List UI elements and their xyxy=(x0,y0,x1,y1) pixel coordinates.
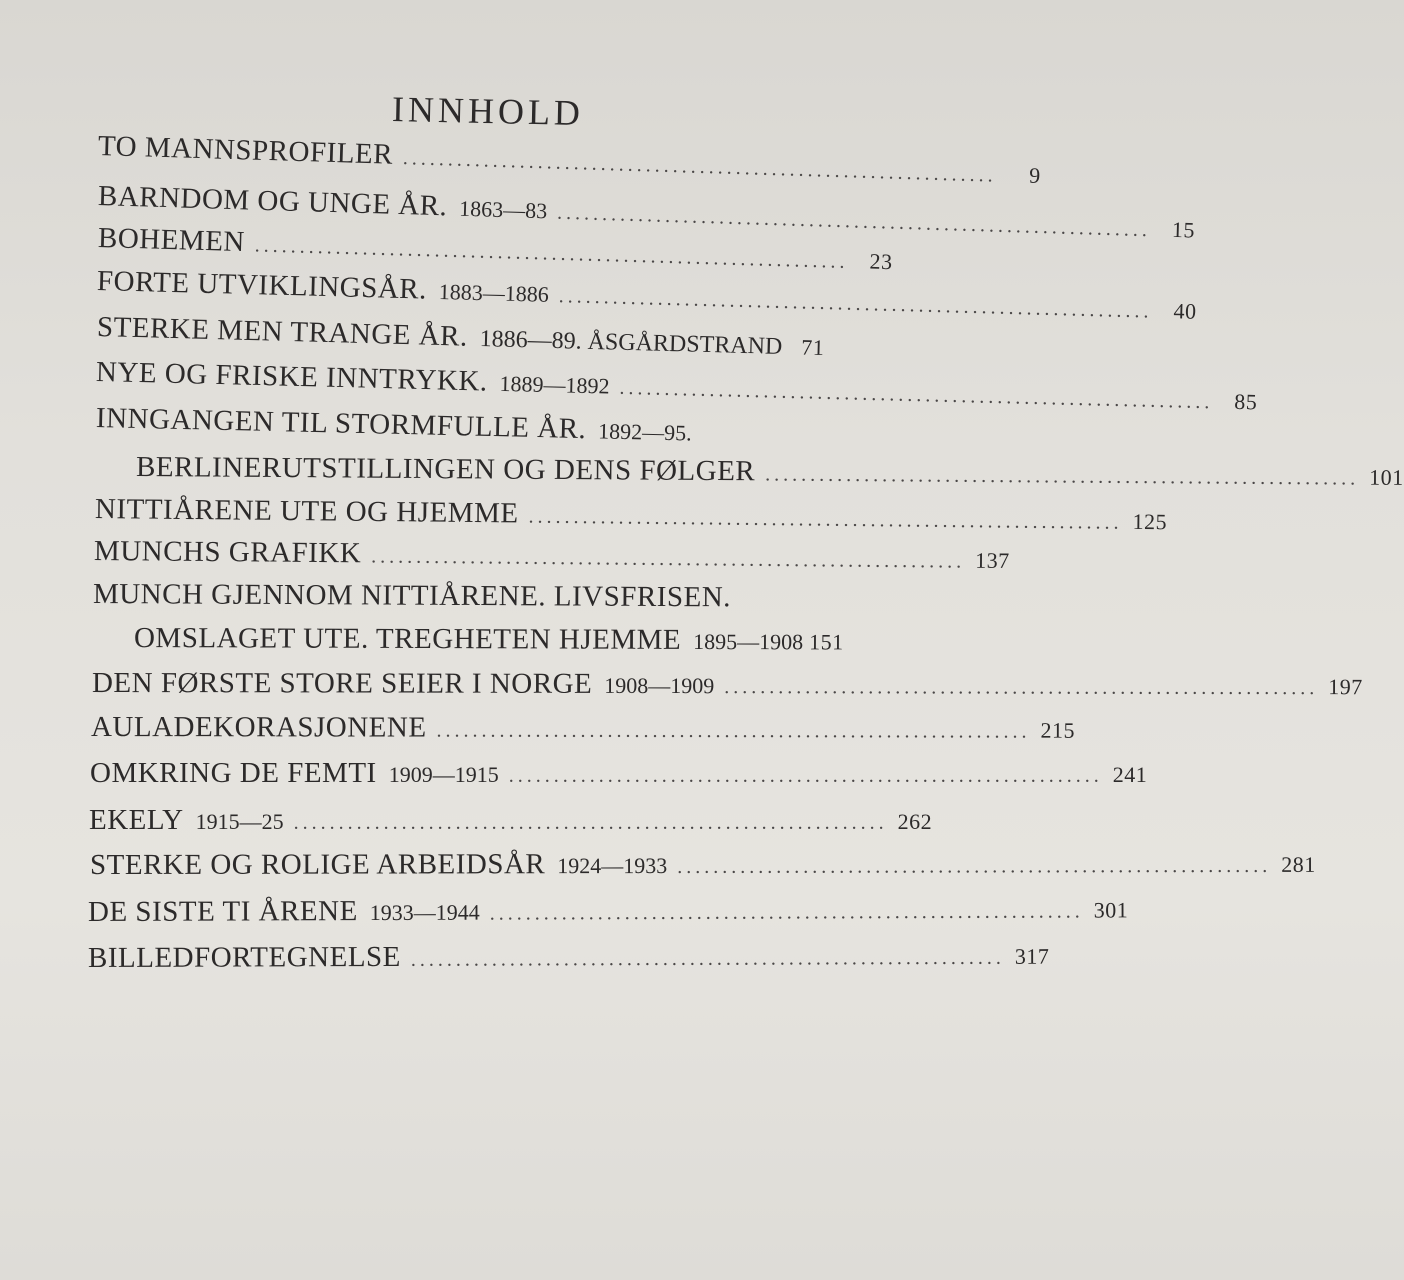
entry-years: 1933—1944 xyxy=(369,899,480,926)
entry-years: 1924—1933 xyxy=(557,852,668,879)
dot-leader: .................................................................. xyxy=(254,234,849,273)
entry-page: 40 xyxy=(1173,298,1197,324)
entry-years: 1908—1909 xyxy=(604,672,715,699)
entry-title: BILLEDFORTEGNELSE xyxy=(87,940,401,974)
entry-page: 71 xyxy=(800,334,825,361)
entry-page: 137 xyxy=(975,547,1010,573)
toc-entry-to-mannsprofiler xyxy=(97,130,1042,188)
page-title: INNHOLD xyxy=(391,89,585,134)
entry-page: 101 xyxy=(1369,464,1404,490)
entry-page: 317 xyxy=(1014,943,1050,969)
dot-leader: .................................................................. xyxy=(402,147,997,187)
entry-title: BOHEMEN xyxy=(97,222,246,259)
dot-leader: .................................................................. xyxy=(619,376,1214,414)
entry-page: 85 xyxy=(1234,388,1258,415)
entry-page: 215 xyxy=(1040,717,1076,743)
entry-page: 9 xyxy=(1028,162,1042,188)
dot-leader: .................................................................. xyxy=(371,545,966,573)
entry-years: 1886—89. ÅSGÅRDSTRAND xyxy=(479,326,783,360)
entry-title: DE SISTE TI ÅRENE xyxy=(87,895,358,928)
entry-title: NITTIÅRENE UTE OG HJEMME xyxy=(94,493,519,530)
entry-title: AULADEKORASJONENE xyxy=(90,711,427,744)
entry-page: 197 xyxy=(1328,674,1363,700)
toc-entry-de-siste-ti-arene xyxy=(87,893,1129,929)
dot-leader: .................................................................. xyxy=(677,854,1272,878)
toc-entry-omslaget-ute xyxy=(134,622,904,658)
entry-title: OMSLAGET UTE. TREGHETEN HJEMME xyxy=(133,622,682,656)
entry-page: 241 xyxy=(1112,762,1148,787)
entry-title: MUNCH GJENNOM NITTIÅRENE. LIVSFRISEN. xyxy=(92,578,732,614)
entry-page: 23 xyxy=(869,248,893,275)
entry-years: 1863—83 xyxy=(458,195,548,224)
toc-entry-billedfortegnelse xyxy=(87,939,1050,975)
dot-leader: .................................................................. xyxy=(410,946,1005,971)
entry-title: NYE OG FRISKE INNTRYKK. xyxy=(95,356,489,398)
entry-page: 151 xyxy=(809,629,844,655)
entry-years: 1883—1886 xyxy=(438,278,550,307)
entry-page: 125 xyxy=(1132,508,1168,535)
entry-title: MUNCHS GRAFIKK xyxy=(93,535,362,570)
entry-title: EKELY xyxy=(89,804,184,836)
toc-entry-nye-og-friske xyxy=(95,356,1258,415)
entry-title: STERKE OG ROLIGE ARBEIDSÅR xyxy=(89,848,546,881)
entry-title: TO MANNSPROFILER xyxy=(97,130,394,171)
entry-title: STERKE MEN TRANGE ÅR. xyxy=(96,311,469,353)
toc-entry-den-forste-store-seier xyxy=(91,667,1363,701)
dot-leader: .................................................................. xyxy=(293,812,888,834)
dot-leader: .................................................................. xyxy=(558,285,1153,323)
entry-title: OMKRING DE FEMTI xyxy=(90,757,377,789)
entry-title: INNGANGEN TIL STORMFULLE ÅR. xyxy=(95,402,587,446)
entry-page: 301 xyxy=(1093,897,1129,923)
dot-leader: .................................................................. xyxy=(489,900,1084,925)
toc-entry-ekely xyxy=(89,804,933,837)
dot-leader: .................................................................. xyxy=(556,201,1152,242)
toc-entry-inngangen xyxy=(96,402,797,451)
dot-leader: .................................................................. xyxy=(528,505,1123,534)
entry-years: 1892—95. xyxy=(597,418,692,446)
toc-entry-munch-gjennom xyxy=(93,578,793,615)
dot-leader: .................................................................. xyxy=(765,463,1360,490)
entry-title: FORTE UTVIKLINGSÅR. xyxy=(96,265,428,306)
entry-page: 262 xyxy=(897,809,933,834)
entry-page: 15 xyxy=(1171,216,1196,243)
entry-years: 1909—1915 xyxy=(388,762,499,787)
toc-entry-munchs-grafikk xyxy=(93,535,1010,575)
toc-entry-auladekorasjonene xyxy=(90,711,1076,745)
entry-page: 281 xyxy=(1281,851,1316,877)
dot-leader: .................................................................. xyxy=(724,676,1319,700)
entry-title: BARNDOM OG UNGE ÅR. xyxy=(97,180,448,223)
toc-entry-berlinerutstillingen xyxy=(135,451,1404,490)
entry-title: DEN FØRSTE STORE SEIER I NORGE xyxy=(91,667,593,700)
dot-leader: .................................................................. xyxy=(436,719,1031,743)
entry-years: 1915—25 xyxy=(195,809,284,834)
entry-years: 1895—1908 xyxy=(693,628,804,655)
entry-title: BERLINERUTSTILLINGEN OG DENS FØLGER xyxy=(135,451,756,488)
toc-entry-sterke-men-trange xyxy=(97,311,874,364)
toc-entry-sterke-og-rolige xyxy=(89,848,1316,882)
toc-entry-omkring-de-femti xyxy=(90,757,1148,790)
dot-leader: .................................................................. xyxy=(508,765,1103,787)
toc-entry-nittiarene xyxy=(94,493,1168,535)
entry-years: 1889—1892 xyxy=(499,370,610,399)
